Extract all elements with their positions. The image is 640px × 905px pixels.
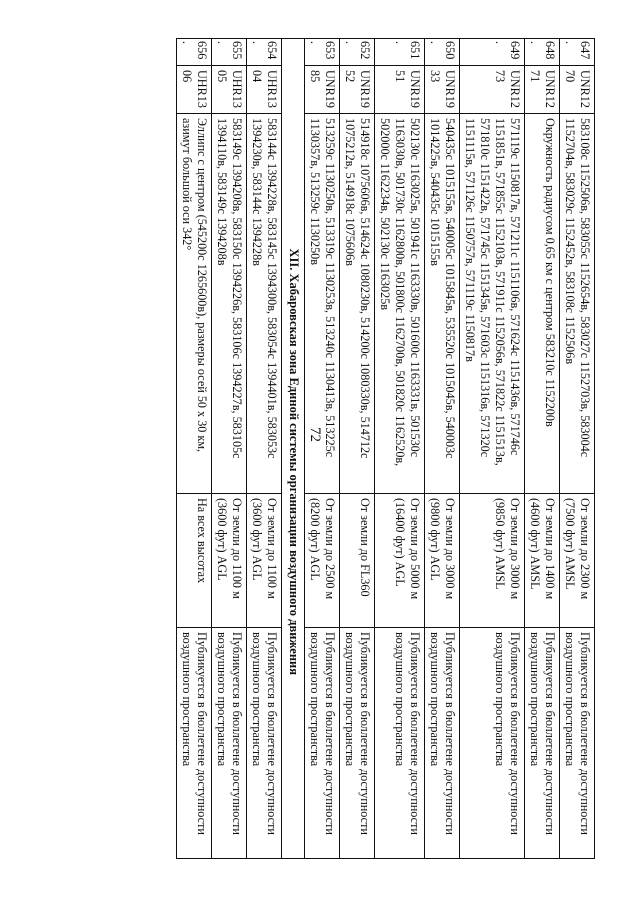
- table-row: [212, 39, 247, 859]
- row-number: 655.: [212, 39, 247, 66]
- zone-altitude: На всех высотах: [177, 494, 212, 628]
- zone-note: Публикуется в бюллетене доступности воздушного пространства: [340, 628, 375, 859]
- zone-altitude: От земли до 1100 м (3600 фут) AGL: [247, 494, 282, 628]
- zone-altitude: От земли до FL360: [340, 494, 375, 628]
- zone-note: Публикуется в бюллетене доступности воздушного пространства: [525, 628, 560, 859]
- zone-coordinates: 583149с 1394208в, 583150с 1394226в, 583106с 1394227в, 583105с 1394110в, 583149с 1394208в: [212, 114, 247, 494]
- zone-altitude: От земли до 1100 м (3600 фут) AGL: [212, 494, 247, 628]
- zone-altitude: От земли до 2500 м (8200 фут) AGL: [305, 494, 340, 628]
- zone-id: UHR1305: [212, 66, 247, 114]
- zone-altitude: От земли до 5000 м (16400 фут) AGL: [375, 494, 425, 628]
- zone-id: UHR1304: [247, 66, 282, 114]
- table-row: [177, 39, 212, 859]
- row-number: 654.: [247, 39, 282, 66]
- zone-altitude: От земли до 3000 м (9850 фут) AMSL: [460, 494, 525, 628]
- zone-note: Публикуется в бюллетене доступности воздушного пространства: [425, 628, 460, 859]
- table-row: [560, 39, 595, 859]
- zone-id: UNR1271: [525, 66, 560, 114]
- zone-id: UNR1273: [460, 66, 525, 114]
- zone-altitude: От земли до 3000 м (9800 фут) AGL: [425, 494, 460, 628]
- zone-coordinates: 502130с 1163025в, 501941с 1163330в, 501600с 1163331в, 501530с 1163030в, 501730с 1162800в, 501800с 1162700в, 501820с 1162520в, 502000с 1162234в, 502130с 1163025в: [375, 114, 425, 494]
- zone-id: UNR1270: [560, 66, 595, 114]
- table-row: [247, 39, 282, 859]
- zone-note: Публикуется в бюллетене доступности воздушного пространства: [560, 628, 595, 859]
- row-number: 653.: [305, 39, 340, 66]
- table-row: [460, 39, 525, 859]
- table-row: [375, 39, 425, 859]
- table-body-before: [305, 39, 595, 859]
- zone-altitude: От земли до 2300 м (7500 фут) AMSL: [560, 494, 595, 628]
- zone-note: Публикуется в бюллетене доступности воздушного пространства: [247, 628, 282, 859]
- zone-note: Публикуется в бюллетене доступности воздушного пространства: [375, 628, 425, 859]
- row-number: 649.: [460, 39, 525, 66]
- zone-coordinates: 583144с 1394228в, 583145с 1394300в, 583054с 1394401в, 583053с 1394230в, 583144с 1394228в: [247, 114, 282, 494]
- zone-coordinates: 583108с 1152506в, 583055с 1152654в, 583027с 1152703в, 583004с 1152704в, 583029с 1152452в, 583108с 1152506в: [560, 114, 595, 494]
- row-number: 647.: [560, 39, 595, 66]
- zone-coordinates: Эллипс с центром (545200с 1265600в), размеры осей 50 х 30 км, азимут большой оси 342°: [177, 114, 212, 494]
- table-row: [340, 39, 375, 859]
- section-title: XII. Хабаровская зона Единой системы организации воздушного движения: [282, 66, 305, 859]
- airspace-table: [176, 38, 595, 859]
- zone-coordinates: 514918с 1075606в, 514624с 1080230в, 514200с 1080330в, 514712с 1075212в, 514918с 1075606в: [340, 114, 375, 494]
- table-row: [425, 39, 460, 859]
- zone-note: Публикуется в бюллетене доступности воздушного пространства: [177, 628, 212, 859]
- table-body-after: [177, 39, 282, 859]
- row-number: 650.: [425, 39, 460, 66]
- zone-altitude: От земли до 1400 м (4600 фут) AMSL: [525, 494, 560, 628]
- zone-coordinates: 540435с 1015155в, 540005с 1015845в, 535520с 1015045в, 540003с 1014225в, 540435с 1015155в: [425, 114, 460, 494]
- page-number: 72: [307, 427, 323, 442]
- zone-id: UNR1951: [375, 66, 425, 114]
- zone-id: UNR1933: [425, 66, 460, 114]
- zone-note: Публикуется в бюллетене доступности воздушного пространства: [212, 628, 247, 859]
- row-number: 651.: [375, 39, 425, 66]
- rotated-table-container: [75, 38, 595, 858]
- zone-coordinates: 513259с 1130250в, 513319с 1130253в, 513240с 1130413в, 513225с 1130357в, 513259с 1130250в: [305, 114, 340, 494]
- zone-coordinates: Окружность радиусом 0,65 км с центром 583210с 1152200в: [525, 114, 560, 494]
- row-number: 648.: [525, 39, 560, 66]
- zone-id: UNR1985: [305, 66, 340, 114]
- section-row: [282, 39, 305, 859]
- table-row: [525, 39, 560, 859]
- row-number: 656.: [177, 39, 212, 66]
- section-spacer: [282, 39, 305, 66]
- zone-id: UNR1952: [340, 66, 375, 114]
- section-body: [282, 39, 305, 859]
- zone-note: Публикуется в бюллетене доступности воздушного пространства: [460, 628, 525, 859]
- zone-coordinates: 571119с 1150817в, 571211с 1151106в, 571624с 1151436в, 571746с 1151851в, 571855с 1152103в, 571911с 1152056в, 571822с 1151513в, 571810с 1151422в, 571745с 1151345в, 571603с 1151316в, 571320с 1151115в, 571126с 1150757в, 571119с 1150817в: [460, 114, 525, 494]
- row-number: 652.: [340, 39, 375, 66]
- table-row: [305, 39, 340, 859]
- zone-note: Публикуется в бюллетене доступности воздушного пространства: [305, 628, 340, 859]
- zone-id: UHR1306: [177, 66, 212, 114]
